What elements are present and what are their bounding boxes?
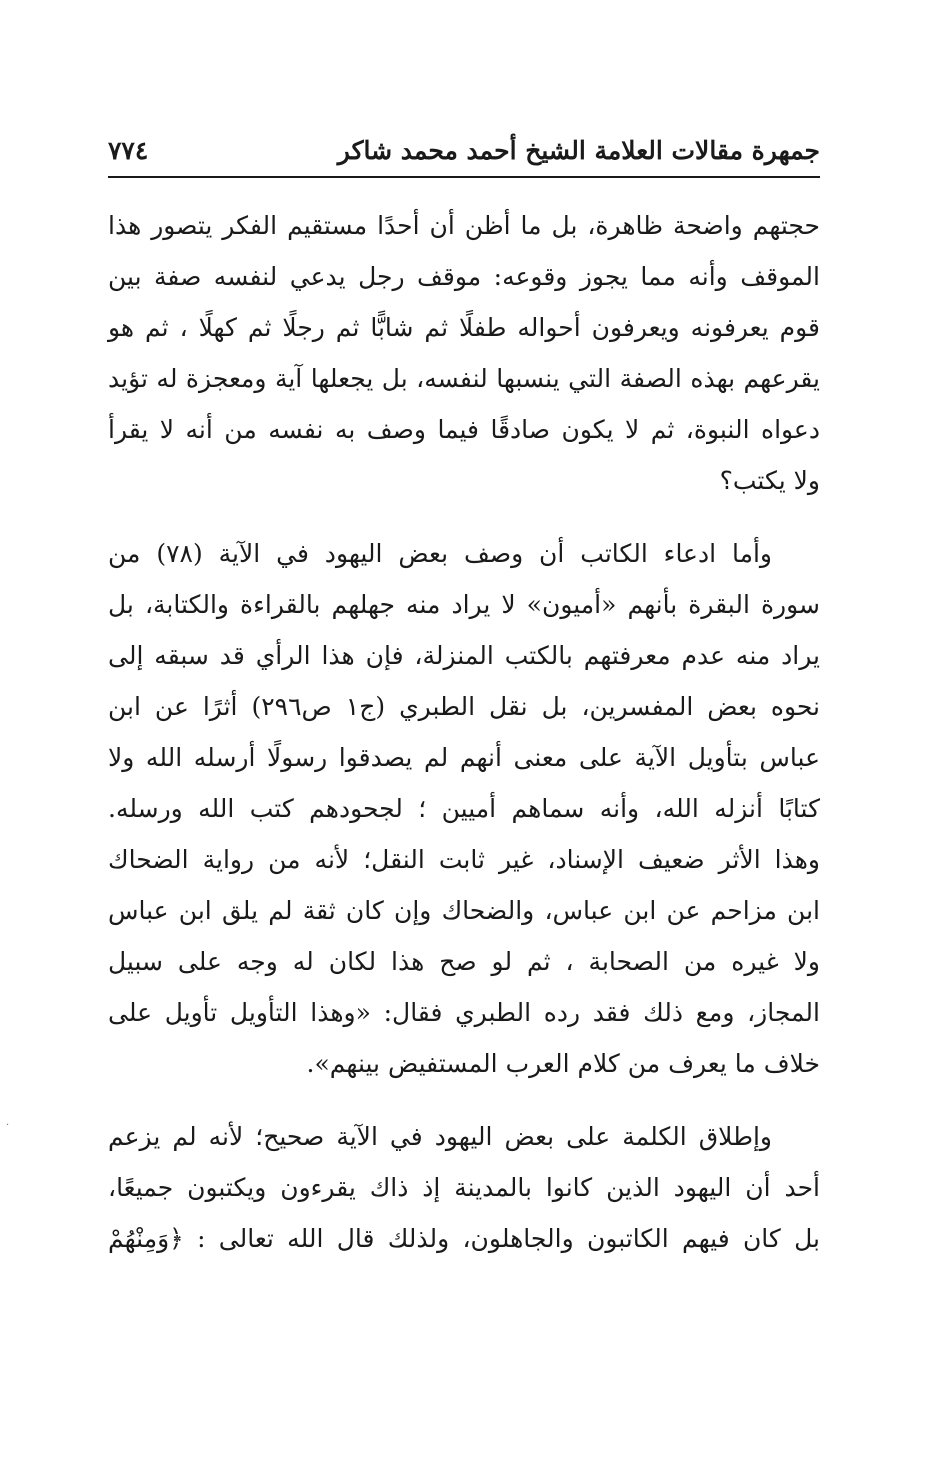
text-line: المجاز، ومع ذلك فقد رده الطبري فقال: «وهذا التأويل تأويل على [108,998,820,1027]
text-line: وإطلاق الكلمة على بعض اليهود في الآية صحيح؛ لأنه لم يزعم [108,1122,772,1151]
paragraph-2 [108,528,820,1089]
text-line: وأما ادعاء الكاتب أن وصف بعض اليهود في الآية (٧٨) من [108,539,772,568]
text-line: أحد أن اليهود الذين كانوا بالمدينة إذ ذاك يقرءون ويكتبون جميعًا، [108,1173,820,1202]
text-line: ولا غيره من الصحابة ، ثم لو صح هذا لكان له وجه على سبيل [108,947,821,976]
text-line: حجتهم واضحة ظاهرة، بل ما أظن أن أحدًا مستقيم الفكر يتصور هذا [108,211,820,240]
running-title: جمهرة مقالات العلامة الشيخ أحمد محمد شاكر [337,135,820,165]
text-line: خلاف ما يعرف من كلام العرب المستفيض بينهم». [306,1049,820,1078]
text-line: قوم يعرفونه ويعرفون أحواله طفلًا ثم شابًّا ثم رجلًا ثم كهلًا ، ثم هو [108,313,820,342]
text-line: يراد منه عدم معرفتهم بالكتب المنزلة، فإن هذا الرأي قد سبقه إلى [108,641,820,670]
page-header [108,128,820,172]
text-line: وهذا الأثر ضعيف الإسناد، غير ثابت النقل؛ لأنه من رواية الضحاك [108,845,820,874]
paragraph-1 [108,200,820,506]
text-line: بل كان فيهم الكاتبون والجاهلون، ولذلك قال الله تعالى : ﴿وَمِنْهُمْ [108,1224,820,1253]
text-line: سورة البقرة بأنهم «أميون» لا يراد منه جهلهم بالقراءة والكتابة، بل [108,590,820,619]
body-text [108,200,820,1286]
text-line: ابن مزاحم عن ابن عباس، والضحاك وإن كان ثقة لم يلق ابن عباس [108,896,820,925]
text-line: كتابًا أنزله الله، وأنه سماهم أميين ؛ لجحودهم كتب الله ورسله. [108,794,820,823]
page-number: ٧٧٤ [108,135,149,165]
text-line: عباس بتأويل الآية على معنى أنهم لم يصدقوا رسولًا أرسله الله ولا [108,743,820,772]
text-line: ولا يكتب؟ [719,466,820,495]
text-line: دعواه النبوة، ثم لا يكون صادقًا فيما وصف به نفسه من أنه لا يقرأ [108,415,820,444]
text-line: الموقف وأنه مما يجوز وقوعه: موقف رجل يدعي لنفسه صفة بين [108,262,820,291]
header-rule [108,176,820,178]
paragraph-3 [108,1111,820,1264]
margin-dot: · [6,1120,10,1131]
text-line: يقرعهم بهذه الصفة التي ينسبها لنفسه، بل يجعلها آية ومعجزة له تؤيد [108,364,820,393]
text-line: نحوه بعض المفسرين، بل نقل الطبري (ج١ ص٢٩٦) أثرًا عن ابن [108,692,820,721]
